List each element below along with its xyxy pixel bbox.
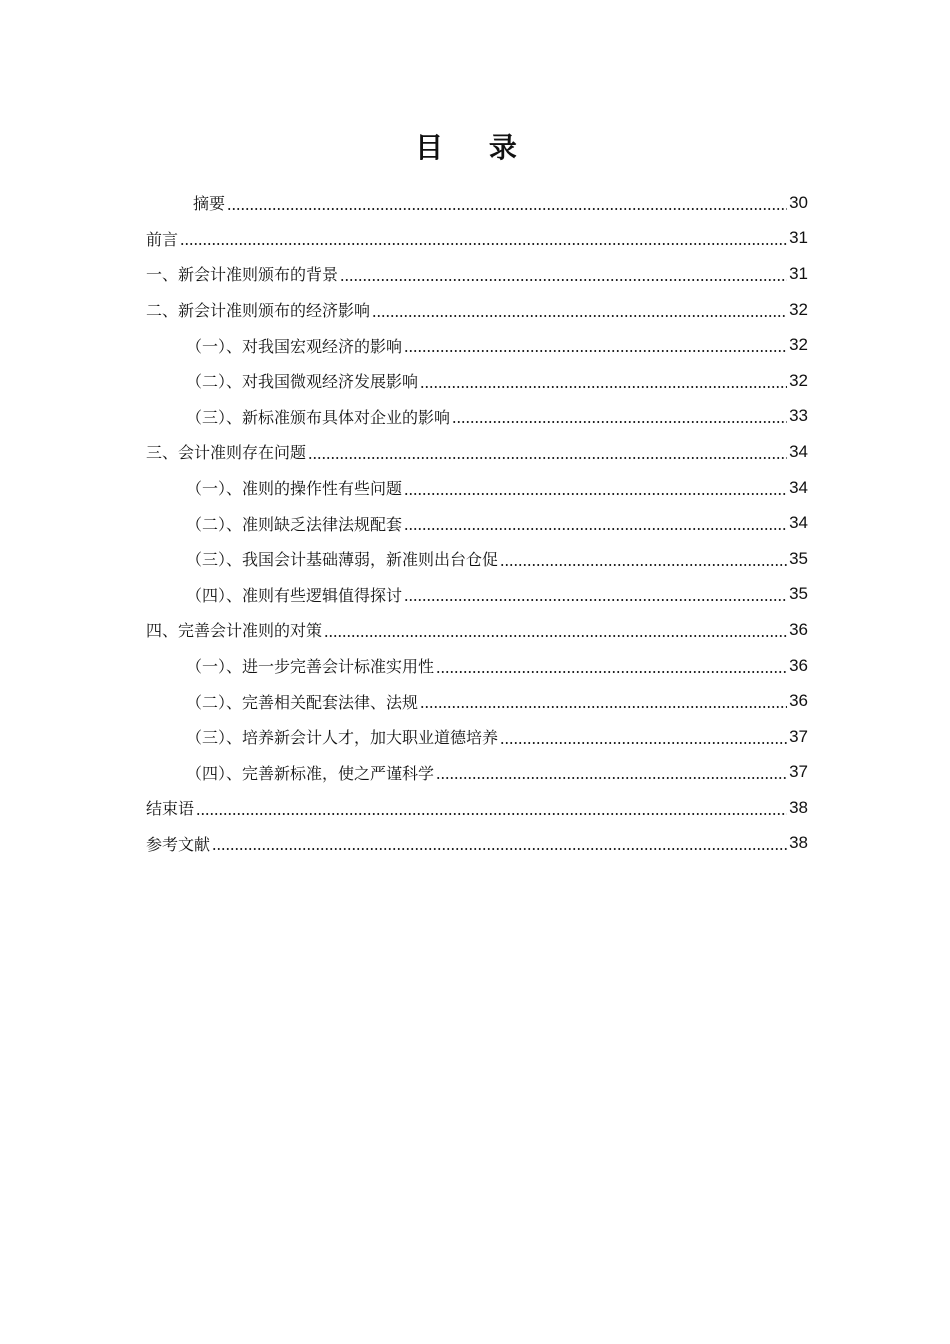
toc-entry[interactable] <box>146 363 808 399</box>
dot-leader <box>308 457 787 459</box>
toc-entry-page-number: 36 <box>789 655 808 675</box>
toc-entry[interactable] <box>146 470 808 506</box>
toc-entry-title: （四）、完善新标准，使之严谨科学 <box>186 763 435 783</box>
dot-leader <box>324 635 787 637</box>
toc-entry-title: （一）、对我国宏观经济的影响 <box>186 336 403 356</box>
toc-entry[interactable] <box>146 185 808 221</box>
toc-entry-title: 四、完善会计准则的对策 <box>146 621 323 641</box>
toc-entry-page-number: 36 <box>789 619 808 639</box>
dot-leader <box>420 386 787 388</box>
toc-entry[interactable] <box>146 327 808 363</box>
toc-entry[interactable] <box>146 826 808 862</box>
toc-entry[interactable] <box>146 683 808 719</box>
dot-leader <box>436 777 787 779</box>
dot-leader <box>452 421 787 423</box>
dot-leader <box>436 671 787 673</box>
toc-entry[interactable] <box>146 648 808 684</box>
dot-leader <box>227 208 787 210</box>
toc-entry[interactable] <box>146 505 808 541</box>
toc-entry-page-number: 34 <box>789 513 808 533</box>
dot-leader <box>404 528 787 530</box>
toc-entry-title: （三）、培养新会计人才，加大职业道德培养 <box>186 728 499 748</box>
toc-entry[interactable] <box>146 292 808 328</box>
toc-entry-title: 一、新会计准则颁布的背景 <box>146 265 339 285</box>
toc-entry-title: 结束语 <box>146 799 195 819</box>
toc-entry[interactable] <box>146 541 808 577</box>
toc-entry[interactable] <box>146 577 808 613</box>
dot-leader <box>404 350 787 352</box>
toc-entry-page-number: 35 <box>789 548 808 568</box>
toc-entry-title: （二）、准则缺乏法律法规配套 <box>186 514 403 534</box>
toc-entry-title: （三）、新标准颁布具体对企业的影响 <box>186 407 451 427</box>
toc-entry-title: 摘要 <box>193 194 226 214</box>
dot-leader <box>372 315 787 317</box>
toc-entry-page-number: 38 <box>789 833 808 853</box>
toc-entry-page-number: 32 <box>789 370 808 390</box>
toc-entry-page-number: 37 <box>789 726 808 746</box>
toc-entry-title: （三）、我国会计基础薄弱，新准则出台仓促 <box>186 550 499 570</box>
toc-entry-title: 二、新会计准则颁布的经济影响 <box>146 301 371 321</box>
toc-entry-title: 参考文献 <box>146 834 211 854</box>
toc-entry-title: 三、会计准则存在问题 <box>146 443 307 463</box>
dot-leader <box>500 564 787 566</box>
toc-entry-title: （一）、准则的操作性有些问题 <box>186 479 403 499</box>
dot-leader <box>404 599 787 601</box>
toc-entry[interactable] <box>146 256 808 292</box>
toc-title: 目 录 <box>415 131 535 164</box>
dot-leader <box>500 742 787 744</box>
toc-entry[interactable] <box>146 790 808 826</box>
toc-entry-page-number: 37 <box>789 762 808 782</box>
toc-entry-page-number: 32 <box>789 335 808 355</box>
toc-entry-title: （二）、完善相关配套法律、法规 <box>186 692 419 712</box>
toc-entry-page-number: 31 <box>789 228 808 248</box>
toc-entry-title: 前言 <box>146 229 179 249</box>
toc-entry-title: （四）、准则有些逻辑值得探讨 <box>186 585 403 605</box>
toc-entry[interactable] <box>146 434 808 470</box>
toc-entry[interactable] <box>146 399 808 435</box>
toc-entry-page-number: 33 <box>789 406 808 426</box>
dot-leader <box>212 848 787 850</box>
toc-entry-title: （二）、对我国微观经济发展影响 <box>186 372 419 392</box>
toc-entry-page-number: 34 <box>789 441 808 461</box>
table-of-contents <box>146 185 808 861</box>
toc-entry-page-number: 31 <box>789 263 808 283</box>
toc-entry[interactable] <box>146 612 808 648</box>
toc-entry[interactable] <box>146 719 808 755</box>
dot-leader <box>196 813 787 815</box>
toc-entry-title: （一）、进一步完善会计标准实用性 <box>186 657 435 677</box>
toc-entry[interactable] <box>146 755 808 791</box>
toc-entry[interactable] <box>146 221 808 257</box>
toc-entry-page-number: 36 <box>789 691 808 711</box>
toc-entry-page-number: 35 <box>789 584 808 604</box>
toc-entry-page-number: 32 <box>789 299 808 319</box>
toc-entry-page-number: 30 <box>789 192 808 212</box>
dot-leader <box>404 493 787 495</box>
toc-entry-page-number: 38 <box>789 797 808 817</box>
toc-entry-page-number: 34 <box>789 477 808 497</box>
dot-leader <box>420 706 787 708</box>
dot-leader <box>180 243 787 245</box>
dot-leader <box>340 279 787 281</box>
